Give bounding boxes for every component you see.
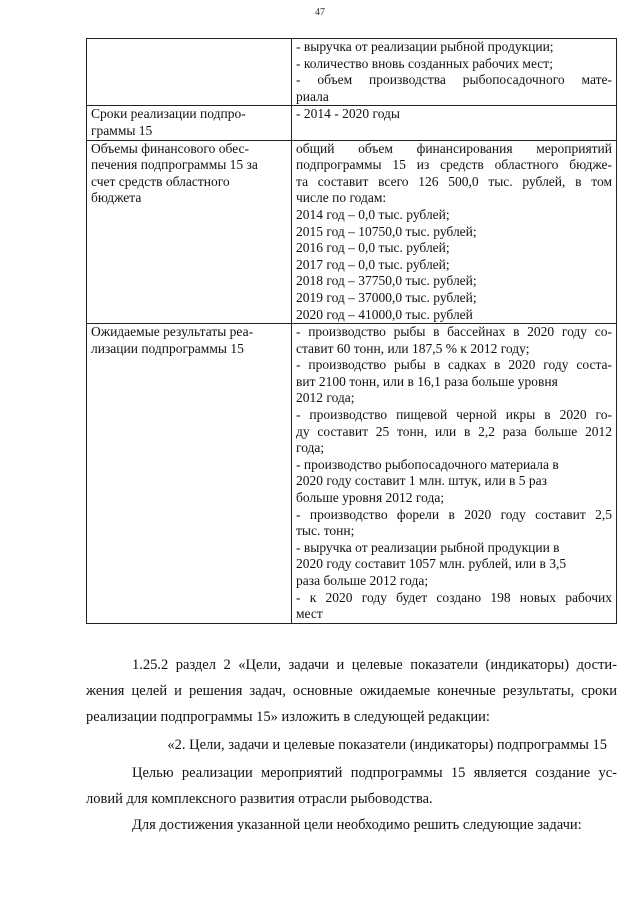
row-content-line: мест [296, 606, 323, 622]
row-content-line: ставит 60 тонн, или 187,5 % к 2012 году; [296, 340, 530, 356]
paragraph-line: Целью реализации мероприятий подпрограммы 15 является создание ус- [132, 765, 617, 781]
row-label-line: Объемы финансового обес- [91, 140, 250, 156]
row-content-line: 2018 год – 37750,0 тыс. рублей; [296, 273, 477, 289]
row-content-line: - выручка от реализации рыбной продукции; [296, 39, 554, 54]
row-content-line: числе по годам: [296, 190, 387, 206]
paragraph-line: реализации подпрограммы 15» изложить в следующей редакции: [86, 709, 490, 725]
row-content-line: 2017 год – 0,0 тыс. рублей; [296, 256, 450, 272]
row-content-line: риала [296, 88, 329, 104]
row-content-line: - объем производства рыбопосадочного мате- [296, 72, 612, 88]
row-content-line: - производство рыбы в садках в 2020 году соста- [296, 357, 612, 373]
row-label-line: счет средств областного [91, 173, 230, 189]
table-row [87, 39, 617, 106]
row-label-cell [87, 324, 292, 624]
paragraph-goal [86, 760, 617, 812]
row-label-line: Ожидаемые результаты реа- [91, 324, 254, 340]
row-content-line: больше уровня 2012 года; [296, 490, 445, 506]
row-content-line: 2012 года; [296, 390, 355, 406]
row-label-line: бюджета [91, 190, 142, 206]
row-content-cell [292, 324, 617, 624]
row-label-line: печения подпрограммы 15 за [91, 157, 258, 173]
row-content-line: 2016 год – 0,0 тыс. рублей; [296, 240, 450, 256]
row-content-line: - производство форели в 2020 году составит 2,5 [296, 506, 612, 522]
table-row [87, 324, 617, 624]
row-label-line: граммы 15 [91, 122, 153, 138]
row-content-line: - к 2020 году будет создано 198 новых рабочих [296, 589, 612, 605]
row-content-cell [292, 106, 617, 140]
row-content-line: та составит всего 126 500,0 тыс. рублей, в том [296, 173, 612, 189]
paragraph-line: ловий для комплексного развития отрасли рыбоводства. [86, 791, 433, 807]
table-row [87, 106, 617, 140]
row-content-line: 2020 году составит 1 млн. штук, или в 5 раз [296, 473, 547, 489]
paragraph-line: жения целей и решения задач, основные ожидаемые конечные результаты, сроки [86, 683, 617, 699]
row-content-line: 2020 году составит 1057 млн. рублей, или в 3,5 [296, 556, 567, 572]
row-content-line: - количество вновь созданных рабочих мест; [296, 55, 553, 71]
row-content-line: тыс. тонн; [296, 523, 355, 539]
paragraph-line: 1.25.2 раздел 2 «Цели, задачи и целевые показатели (индикаторы) дости- [132, 657, 617, 673]
row-label-cell [87, 140, 292, 324]
row-content-line: подпрограммы 15 из средств областного бюдже- [296, 157, 612, 173]
row-content-line: 2019 год – 37000,0 тыс. рублей; [296, 289, 477, 305]
row-label-line: Сроки реализации подпро- [91, 106, 246, 122]
row-content-line: - производство пищевой черной икры в 2020 го- [296, 407, 612, 423]
row-content-line: - 2014 - 2020 годы [296, 106, 400, 122]
row-label-line: лизации подпрограммы 15 [91, 340, 244, 356]
row-content-line: ду составит 25 тонн, или в 2,2 раза больше 2012 [296, 423, 612, 439]
row-label-cell [87, 106, 292, 140]
row-content-line: - производство рыбы в бассейнах в 2020 году со- [296, 324, 612, 340]
page-number: 47 [315, 7, 325, 18]
row-content-line: раза больше 2012 года; [296, 573, 429, 588]
row-content-line: общий объем финансирования мероприятий [296, 140, 612, 156]
row-content-cell [292, 140, 617, 324]
row-content-line: - выручка от реализации рыбной продукции в [296, 539, 560, 555]
row-label-cell [87, 39, 292, 106]
subprogram-passport-table [86, 38, 617, 624]
row-content-line: вит 2100 тонн, или в 16,1 раза больше уровня [296, 373, 558, 389]
section-heading: «2. Цели, задачи и целевые показатели (индикаторы) подпрограммы 15 [167, 737, 607, 753]
row-content-line: 2020 год – 41000,0 тыс. рублей [296, 306, 473, 322]
paragraph-line: Для достижения указанной цели необходимо решить следующие задачи: [132, 817, 582, 833]
row-content-line: 2014 год – 0,0 тыс. рублей; [296, 206, 450, 222]
row-content-cell [292, 39, 617, 106]
paragraph-tasks-intro [86, 812, 617, 838]
row-content-line: - производство рыбопосадочного материала в [296, 456, 559, 472]
row-content-line: 2015 год – 10750,0 тыс. рублей; [296, 223, 477, 239]
paragraph-amendment [86, 652, 617, 730]
table-row [87, 140, 617, 324]
row-content-line: года; [296, 440, 325, 456]
